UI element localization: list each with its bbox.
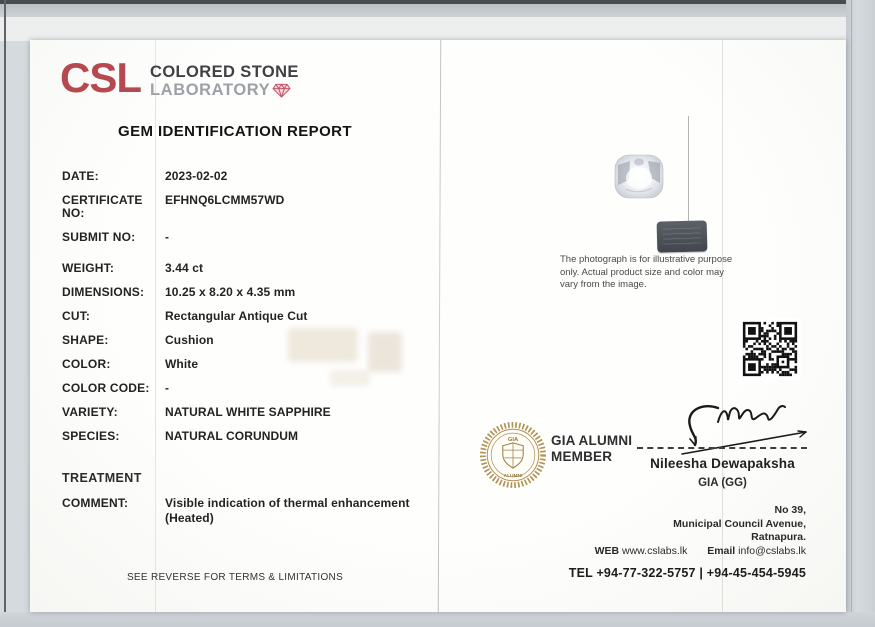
scan-edge-left bbox=[4, 0, 6, 627]
signatory-name: Nileesha Dewapaksha bbox=[650, 456, 795, 471]
field-value: - bbox=[165, 381, 170, 395]
lab-name-line1: COLORED STONE bbox=[150, 63, 299, 81]
comment-row bbox=[62, 496, 417, 525]
signatory-credential: GIA (GG) bbox=[698, 477, 747, 489]
white-sapphire-photo bbox=[612, 151, 666, 201]
qr-code bbox=[739, 318, 801, 380]
field-row bbox=[62, 262, 432, 275]
sleeve-right-edge bbox=[851, 0, 852, 627]
membership-line2: MEMBER bbox=[551, 448, 613, 464]
fold-crease-center bbox=[438, 40, 441, 612]
comment-label: COMMENT: bbox=[62, 496, 129, 510]
gem-diamond-icon bbox=[272, 83, 291, 98]
crease-above-chip bbox=[688, 116, 689, 223]
sleeve-top-band bbox=[0, 4, 875, 17]
gia-alumni-seal-icon bbox=[479, 421, 547, 489]
field-table bbox=[62, 170, 432, 454]
field-row bbox=[62, 286, 432, 299]
tel-label: TEL bbox=[568, 566, 593, 580]
seal-text-top: GIA bbox=[507, 436, 519, 443]
sleeve-bottom-band bbox=[0, 612, 875, 627]
seal-text-bottom: ALUMNI bbox=[503, 473, 523, 479]
certificate-paper bbox=[30, 40, 846, 612]
web-label: WEB bbox=[594, 545, 620, 557]
field-value: - bbox=[165, 229, 170, 244]
lab-logo bbox=[60, 54, 299, 101]
address-line: No 39, bbox=[774, 504, 806, 516]
field-row bbox=[62, 194, 432, 219]
web-email-line bbox=[470, 545, 806, 557]
treatment-heading: TREATMENT bbox=[62, 471, 142, 485]
field-label: VARIETY: bbox=[62, 405, 118, 419]
tel-line bbox=[470, 566, 806, 580]
field-label: DIMENSIONS: bbox=[62, 285, 145, 299]
reverse-note: SEE REVERSE FOR TERMS & LIMITATIONS bbox=[126, 572, 344, 583]
field-row bbox=[62, 231, 432, 244]
field-value: Cushion bbox=[165, 333, 214, 347]
field-value: 2023-02-02 bbox=[165, 169, 228, 183]
lab-name-line2: LABORATORY bbox=[150, 81, 271, 100]
field-label: SHAPE: bbox=[62, 333, 109, 347]
field-label: WEIGHT: bbox=[62, 261, 115, 275]
comment-value: Visible indication of thermal enhancement (Heated) bbox=[165, 496, 410, 525]
field-row bbox=[62, 358, 432, 371]
field-value: 3.44 ct bbox=[165, 261, 204, 275]
field-label: CUT: bbox=[62, 309, 91, 323]
field-row bbox=[62, 382, 432, 395]
field-label: SUBMIT NO: bbox=[62, 229, 136, 244]
photo-scale-chip bbox=[657, 220, 708, 252]
field-label: SPECIES: bbox=[62, 429, 120, 443]
field-row bbox=[62, 310, 432, 323]
field-value: 10.25 x 8.20 x 4.35 mm bbox=[165, 285, 296, 299]
field-value: White bbox=[165, 357, 199, 371]
field-row bbox=[62, 170, 432, 183]
field-value: EFHNQ6LCMM57WD bbox=[165, 193, 285, 207]
address-line: Municipal Council Avenue, bbox=[673, 517, 806, 530]
field-row bbox=[62, 430, 432, 443]
signature-line bbox=[637, 447, 807, 449]
field-row bbox=[62, 406, 432, 419]
field-label: COLOR: bbox=[62, 357, 111, 371]
field-value: NATURAL CORUNDUM bbox=[165, 429, 299, 443]
signature-ink bbox=[630, 396, 820, 460]
field-label: COLOR CODE: bbox=[62, 381, 150, 395]
tel-numbers: +94-77-322-5757 | +94-45-454-5945 bbox=[596, 566, 806, 580]
address-block bbox=[530, 504, 806, 545]
email-address: info@cslabs.lk bbox=[738, 545, 806, 557]
field-label: CERTIFICATE NO: bbox=[62, 193, 143, 220]
sleeve-top-highlight bbox=[0, 17, 875, 41]
web-url: www.cslabs.lk bbox=[622, 545, 688, 557]
field-value: Rectangular Antique Cut bbox=[165, 309, 308, 323]
field-row bbox=[62, 334, 432, 347]
field-value: NATURAL WHITE SAPPHIRE bbox=[165, 405, 331, 419]
membership-line1: GIA ALUMNI bbox=[551, 433, 633, 448]
lab-abbr: CSL bbox=[60, 54, 141, 101]
email-label: Email bbox=[707, 545, 736, 557]
field-label: DATE: bbox=[62, 169, 99, 183]
photo-disclaimer: The photograph is for illustrative purpose only. Actual product size and color may vary from the image. bbox=[560, 254, 733, 291]
report-title: GEM IDENTIFICATION REPORT bbox=[118, 123, 352, 140]
address-line: Ratnapura. bbox=[751, 531, 806, 543]
